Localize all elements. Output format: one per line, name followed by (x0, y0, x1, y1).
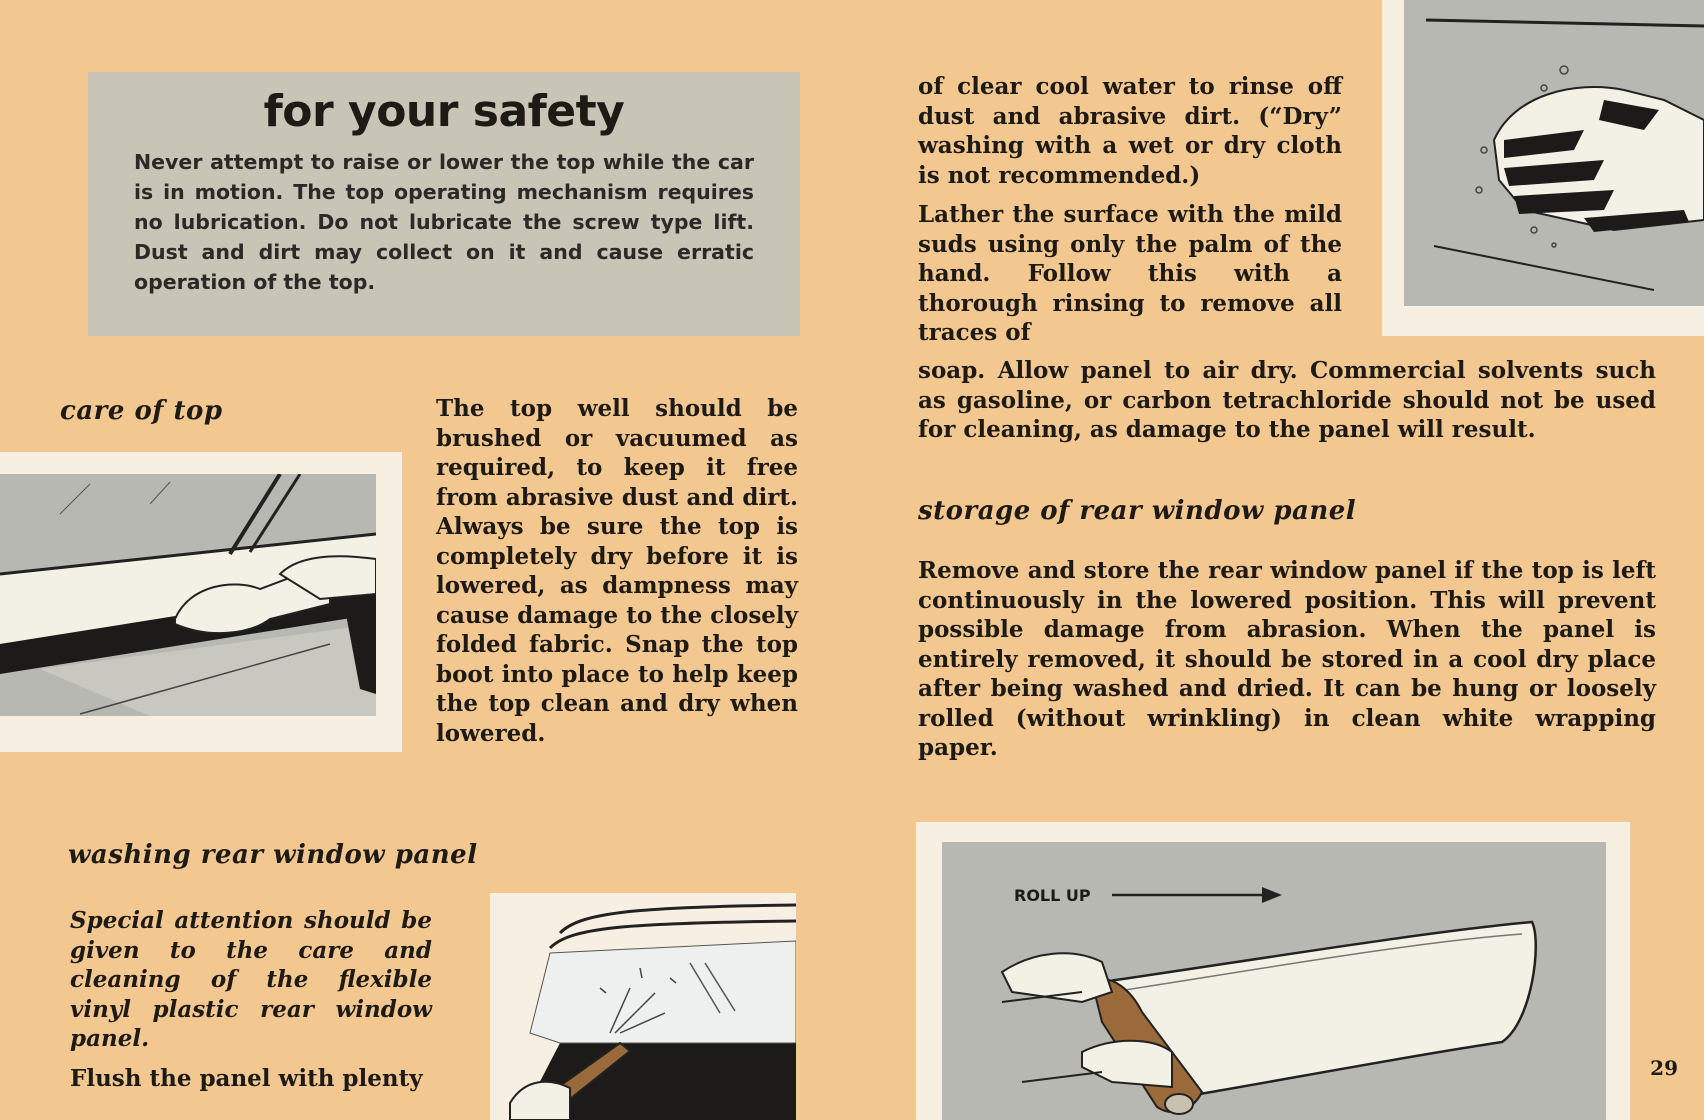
storage-panel-heading: storage of rear window panel (918, 496, 1357, 526)
safety-title: for your safety (263, 86, 625, 137)
safety-text: Never attempt to raise or lower the top while the car is in motion. The top operating mechanism requires no lubrication. Do not lubricate the screw type lift. Dust and dirt may collect on it and cause erratic operation of the top. (134, 150, 754, 294)
brush-top-well-drawing (0, 474, 376, 716)
page-number: 29 (1650, 1056, 1678, 1080)
washing-panel-lather: Lather the surface with the mild suds using only the palm of the hand. Follow this with a thorough rinsing to remove all traces of (918, 201, 1342, 346)
washing-panel-text-start: Flush the panel with plenty (70, 1064, 423, 1092)
washing-panel-section (70, 906, 432, 1093)
care-of-top-illustration (0, 452, 402, 752)
storage-panel-text: Remove and store the rear window panel if the top is left continuously in the lowered position. This will prevent possible damage from abrasion. When the panel is entirely removed, it should be stored in a cool dry place after being washed and dried. It can be hung or loosely rolled (without wrinkling) in clean white wrapping paper. (918, 557, 1656, 761)
flush-panel-illustration (490, 893, 796, 1120)
rolling-panel-drawing (942, 842, 1606, 1120)
washing-panel-text-continued: of clear cool water to rinse off dust and abrasive dirt. (“Dry” washing with a wet or dry cloth is not recommended.) (918, 73, 1342, 189)
palm-washing-drawing (1404, 0, 1704, 306)
care-of-top-section (436, 394, 798, 748)
storage-panel-section (918, 556, 1656, 763)
washing-panel-intro: Special attention should be given to the care and cleaning of the flexible vinyl plastic rear window panel. (70, 907, 432, 1052)
washing-panel-heading: washing rear window panel (68, 840, 478, 870)
washing-panel-wide (918, 356, 1656, 445)
safety-notice-box (88, 72, 800, 336)
lather-panel-illustration (1382, 0, 1704, 336)
care-of-top-text: The top well should be brushed or vacuumed as required, to keep it free from abrasive dust and dirt. Always be sure the top is completely dry before it is lowered, as dampness may cause damage to the closely folded fabric. Snap the top boot into place to help keep the top clean and dry when lowered. (436, 395, 798, 747)
washing-panel-continued (918, 72, 1342, 348)
care-of-top-heading: care of top (60, 396, 223, 426)
washing-panel-lather-end: soap. Allow panel to air dry. Commercial solvents such as gasoline, or carbon tetrachloride should not be used for cleaning, as damage to the panel will result. (918, 357, 1656, 443)
hose-flushing-drawing (490, 893, 796, 1120)
roll-up-illustration (916, 822, 1630, 1120)
roll-up-label: ROLL UP (1014, 886, 1091, 905)
